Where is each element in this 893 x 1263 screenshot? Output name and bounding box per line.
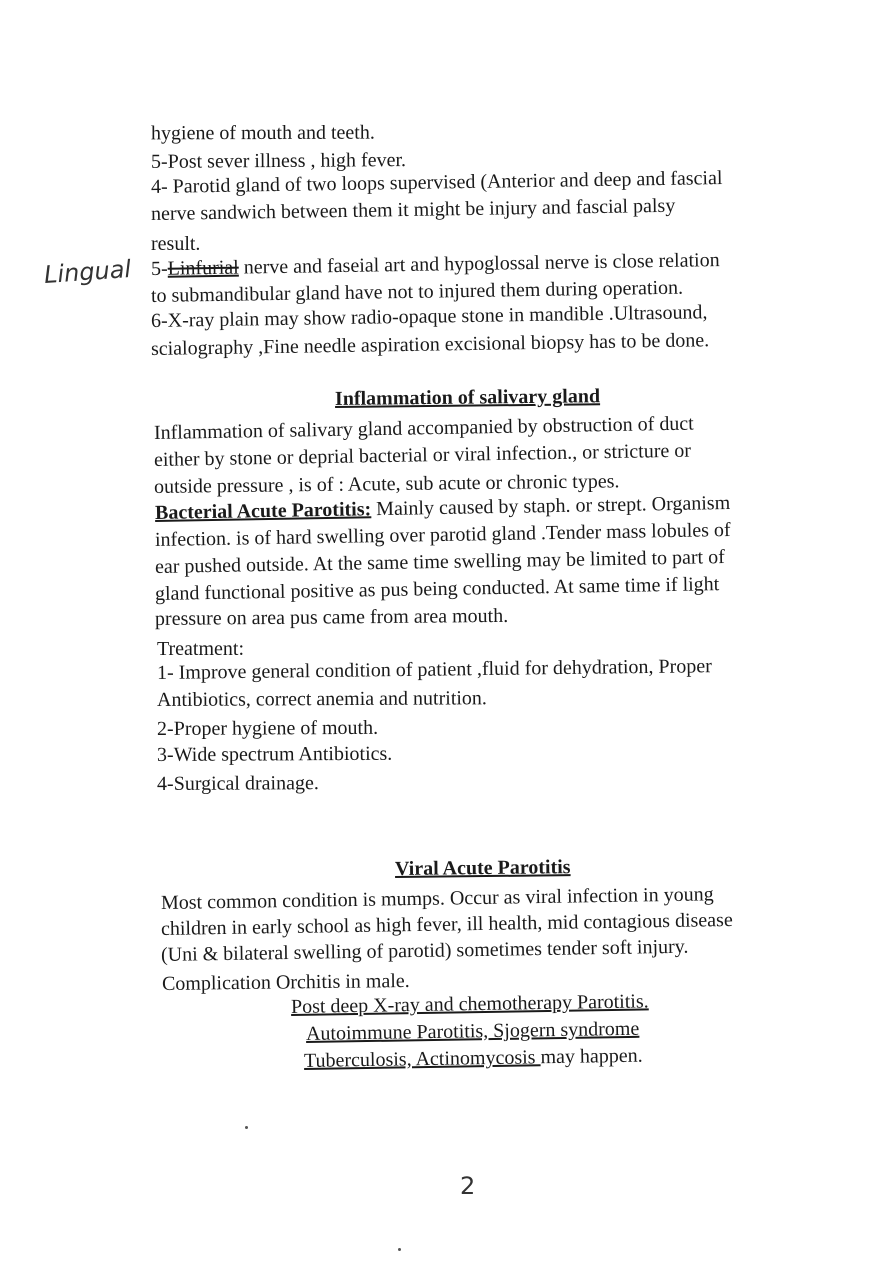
text-line: to submandibular gland have not to injured them during operation. [150, 276, 684, 307]
text-span: may happen. [540, 1044, 643, 1069]
text-line: result. [151, 233, 201, 255]
text-line: (Uni & bilateral swelling of parotid) sometimes tender soft injury. [160, 935, 689, 966]
text-line [304, 1043, 643, 1074]
text-line: Antibiotics, correct anemia and nutrition. [156, 687, 487, 711]
struck-word: Linfurial [167, 256, 239, 280]
subheading-bacterial: Bacterial Acute Parotitis: [154, 498, 372, 524]
text-span: Mainly caused by staph. or strept. Organism [371, 491, 731, 521]
text-line: pressure on area pus came from area mouth. [154, 604, 509, 630]
page-number: 2 [460, 1172, 476, 1200]
text-line: Inflammation of salivary gland accompanied by obstruction of duct [153, 412, 694, 444]
text-line: 5-Post sever illness , high fever. [150, 149, 407, 173]
text-line: outside pressure , is of : Acute, sub acute or chronic types. [153, 470, 620, 498]
text-line: nerve sandwich between them it might be injury and fascial palsy [150, 194, 676, 225]
text-line: Post deep X-ray and chemotherapy Parotitis. [290, 990, 649, 1018]
text-line: 2-Proper hygiene of mouth. [156, 716, 379, 740]
list-prefix: 5- [150, 257, 168, 280]
text-span: Tuberculosis, Actinomycosis [303, 1046, 541, 1072]
text-line: Complication Orchitis in male. [161, 969, 410, 995]
text-line: 4-Surgical drainage. [156, 772, 319, 795]
text-line: Treatment: [157, 638, 245, 660]
text-line: children in early school as high fever, ill health, mid contagious disease [160, 909, 733, 940]
text-line: 6-X-ray plain may show radio-opaque stone in mandible .Ultrasound, [150, 301, 708, 332]
section-heading: Viral Acute Parotitis [394, 856, 571, 880]
section-heading: Inflammation of salivary gland [334, 385, 601, 410]
text-line: scialography ,Fine needle aspiration excisional biopsy has to be done. [150, 329, 710, 360]
margin-handwritten-note: Lingual [43, 254, 132, 290]
text-line: 1- Improve general condition of patient ,fluid for dehydration, Proper [156, 655, 712, 684]
text-line: hygiene of mouth and teeth. [150, 121, 375, 145]
text-line: ear pushed outside. At the same time swelling may be limited to part of [154, 546, 725, 578]
speck [398, 1248, 401, 1251]
text-line: 3-Wide spectrum Antibiotics. [156, 742, 393, 766]
text-line: 4- Parotid gland of two loops supervised (Anterior and deep and fascial [150, 167, 723, 198]
text-line: either by stone or deprial bacterial or viral infection., or stricture or [153, 439, 692, 471]
text-line: Autoimmune Parotitis, Sjogern syndrome [305, 1017, 640, 1045]
text-span: nerve and faseial art and hypoglossal nerve is close relation [238, 249, 720, 279]
speck [245, 1126, 248, 1129]
text-line: infection. is of hard swelling over parotid gland .Tender mass lobules of [154, 518, 731, 551]
text-line: gland functional positive as pus being conducted. At same time if light [154, 573, 720, 605]
text-line: Most common condition is mumps. Occur as viral infection in young [160, 883, 714, 914]
